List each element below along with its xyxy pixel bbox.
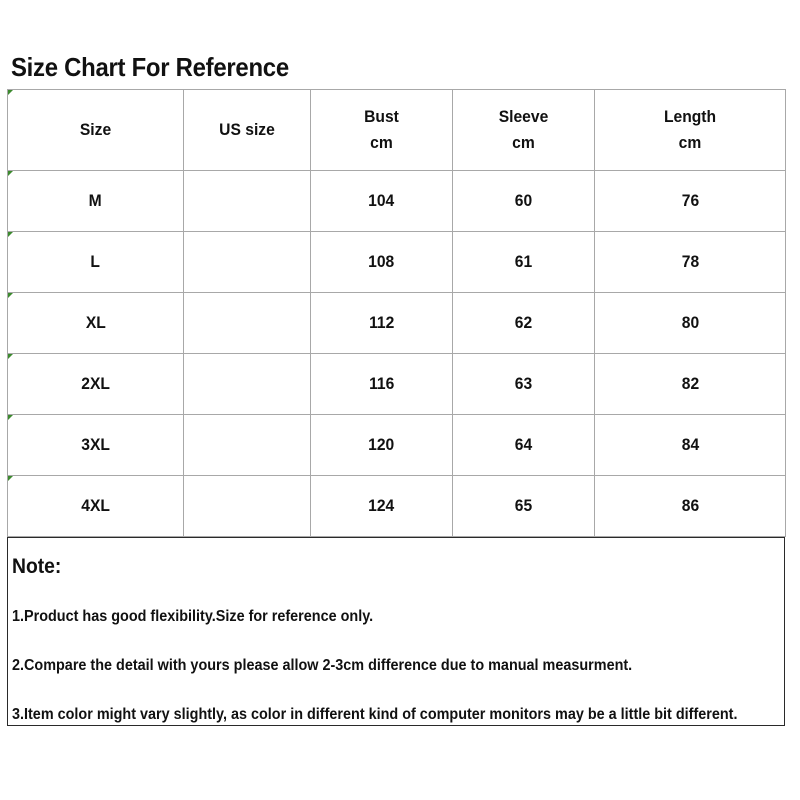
cell-us-size [184, 476, 311, 537]
cell-sleeve: 60 [453, 171, 595, 232]
cell-size: M [8, 171, 184, 232]
table-header-row [8, 90, 786, 171]
table-row [8, 293, 786, 354]
note-line-3: 3.Item color might vary slightly, as color in different kind of computer monitors may be a little bit different. [12, 706, 738, 723]
cell-length: 76 [595, 171, 786, 232]
cell-us-size [184, 232, 311, 293]
header-bust: Bust cm [311, 90, 453, 171]
cell-length: 82 [595, 354, 786, 415]
cell-us-size [184, 171, 311, 232]
table-row [8, 354, 786, 415]
note-line-2: 2.Compare the detail with yours please allow 2-3cm difference due to manual measurment. [12, 657, 633, 674]
cell-sleeve: 61 [453, 232, 595, 293]
table-row [8, 415, 786, 476]
cell-size: 4XL [8, 476, 184, 537]
note-title: Note: [12, 555, 62, 578]
cell-corner-marker [8, 232, 13, 237]
header-length: Length cm [595, 90, 786, 171]
cell-bust: 112 [311, 293, 453, 354]
cell-size: XL [8, 293, 184, 354]
cell-bust: 104 [311, 171, 453, 232]
cell-sleeve: 64 [453, 415, 595, 476]
cell-sleeve: 62 [453, 293, 595, 354]
cell-bust: 124 [311, 476, 453, 537]
table-row [8, 232, 786, 293]
cell-corner-marker [8, 171, 13, 176]
cell-length: 78 [595, 232, 786, 293]
size-chart-table [7, 89, 786, 537]
page-title: Size Chart For Reference [11, 52, 289, 82]
cell-sleeve: 65 [453, 476, 595, 537]
cell-corner-marker [8, 415, 13, 420]
cell-size: 3XL [8, 415, 184, 476]
table-row [8, 476, 786, 537]
header-size: Size [8, 90, 184, 171]
cell-bust: 120 [311, 415, 453, 476]
header-sleeve: Sleeve cm [453, 90, 595, 171]
note-box [7, 537, 785, 726]
cell-length: 84 [595, 415, 786, 476]
cell-us-size [184, 415, 311, 476]
cell-length: 86 [595, 476, 786, 537]
header-us-size: US size [184, 90, 311, 171]
cell-corner-marker [8, 293, 13, 298]
cell-bust: 116 [311, 354, 453, 415]
table-row [8, 171, 786, 232]
cell-us-size [184, 354, 311, 415]
cell-length: 80 [595, 293, 786, 354]
cell-us-size [184, 293, 311, 354]
note-line-1: 1.Product has good flexibility.Size for reference only. [12, 608, 374, 625]
cell-corner-marker [8, 476, 13, 481]
cell-corner-marker [8, 354, 13, 359]
cell-corner-marker [8, 90, 13, 95]
cell-size: 2XL [8, 354, 184, 415]
cell-size: L [8, 232, 184, 293]
cell-sleeve: 63 [453, 354, 595, 415]
cell-bust: 108 [311, 232, 453, 293]
